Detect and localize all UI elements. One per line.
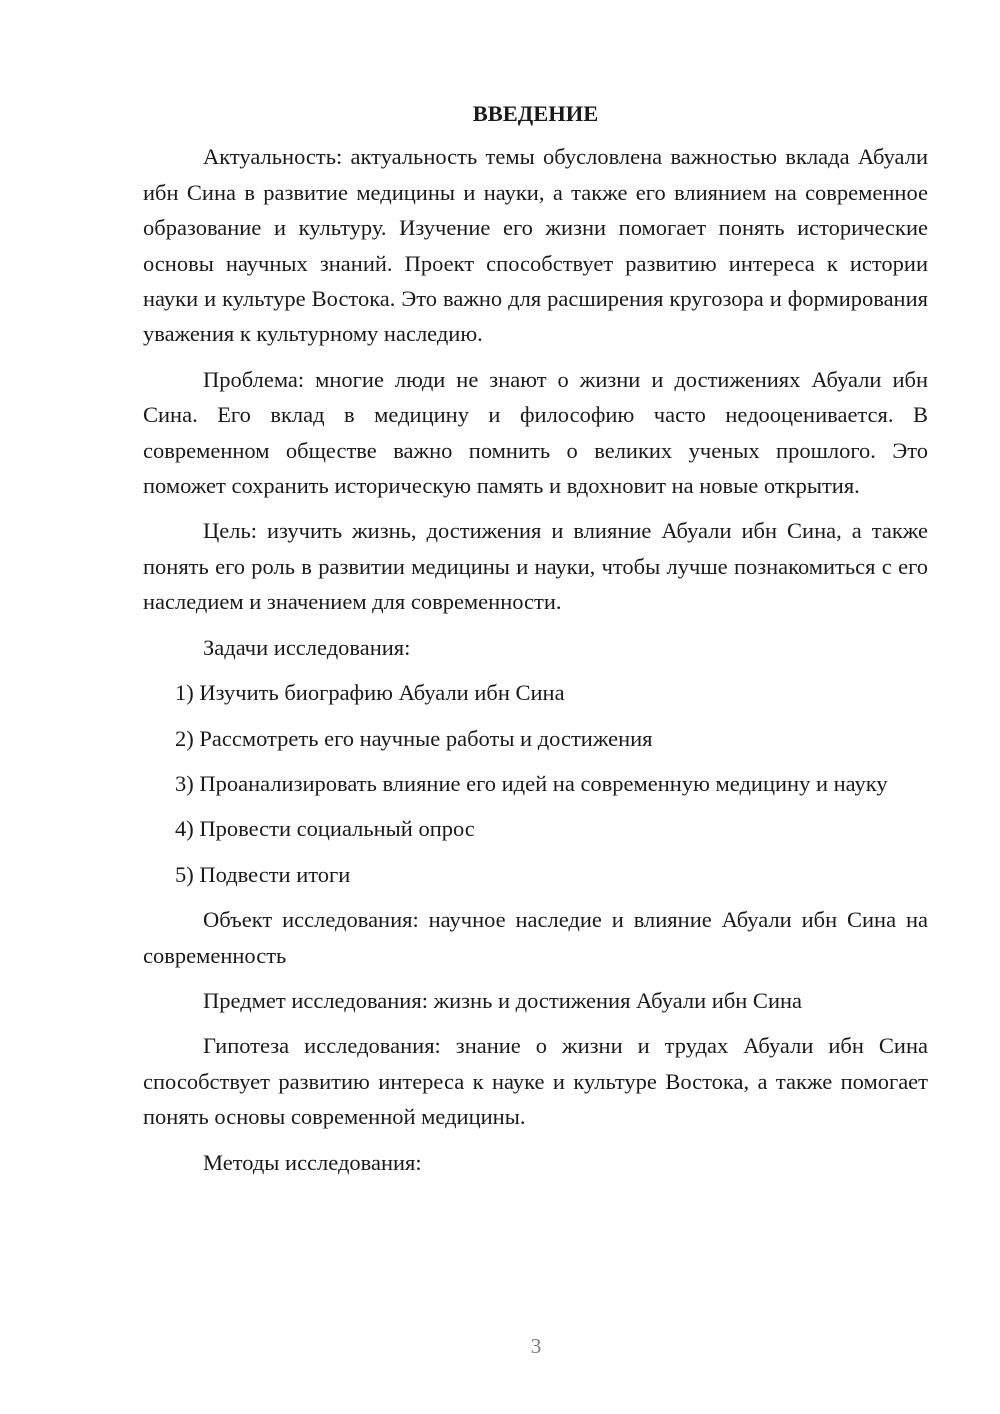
- task-item: 3) Проанализировать влияние его идей на современную медицину и науку: [175, 770, 888, 796]
- task-item: 5) Подвести итоги: [175, 861, 351, 887]
- relevance-paragraph: Актуальность: актуальность темы обусловлена важностью вклада Абуали ибн Сина в развитие медицины и науки, а также его влиянием на современное образование и культуру. Изучение его жизни помогает понять исторические основы научных знаний. Проект способствует развитию интереса к истории науки и культуре Востока. Это важно для расширения кругозора и формирования уважения к культурному наследию.: [143, 144, 928, 347]
- tasks-heading: Задачи исследования:: [203, 634, 411, 660]
- section-heading: ВВЕДЕНИЕ: [472, 101, 599, 126]
- methods-heading: Методы исследования:: [203, 1149, 422, 1175]
- task-item: 1) Изучить биографию Абуали ибн Сина: [175, 680, 565, 706]
- problem-paragraph: Проблема: многие люди не знают о жизни и достижениях Абуали ибн Сина. Его вклад в медицину и философию часто недооценивается. В современном обществе важно помнить о великих ученых прошлого. Это поможет сохранить историческую память и вдохновит на новые открытия.: [143, 366, 928, 499]
- object-paragraph: Объект исследования: научное наследие и влияние Абуали ибн Сина на современность: [143, 907, 928, 968]
- hypothesis-paragraph: Гипотеза исследования: знание о жизни и трудах Абуали ибн Сина способствует развитию интереса к науке и культуре Востока, а также помогает понять основы современной медицины.: [143, 1033, 928, 1130]
- document-page: [143, 96, 928, 1190]
- task-item: 2) Рассмотреть его научные работы и достижения: [175, 725, 653, 751]
- subject-paragraph: Предмет исследования: жизнь и достижения Абуали ибн Сина: [203, 987, 803, 1013]
- task-item: 4) Провести социальный опрос: [175, 816, 475, 842]
- goal-paragraph: Цель: изучить жизнь, достижения и влияние Абуали ибн Сина, а также понять его роль в развитии медицины и науки, чтобы лучше познакомиться с его наследием и значением для современности.: [143, 518, 928, 615]
- page-number: 3: [530, 1334, 542, 1358]
